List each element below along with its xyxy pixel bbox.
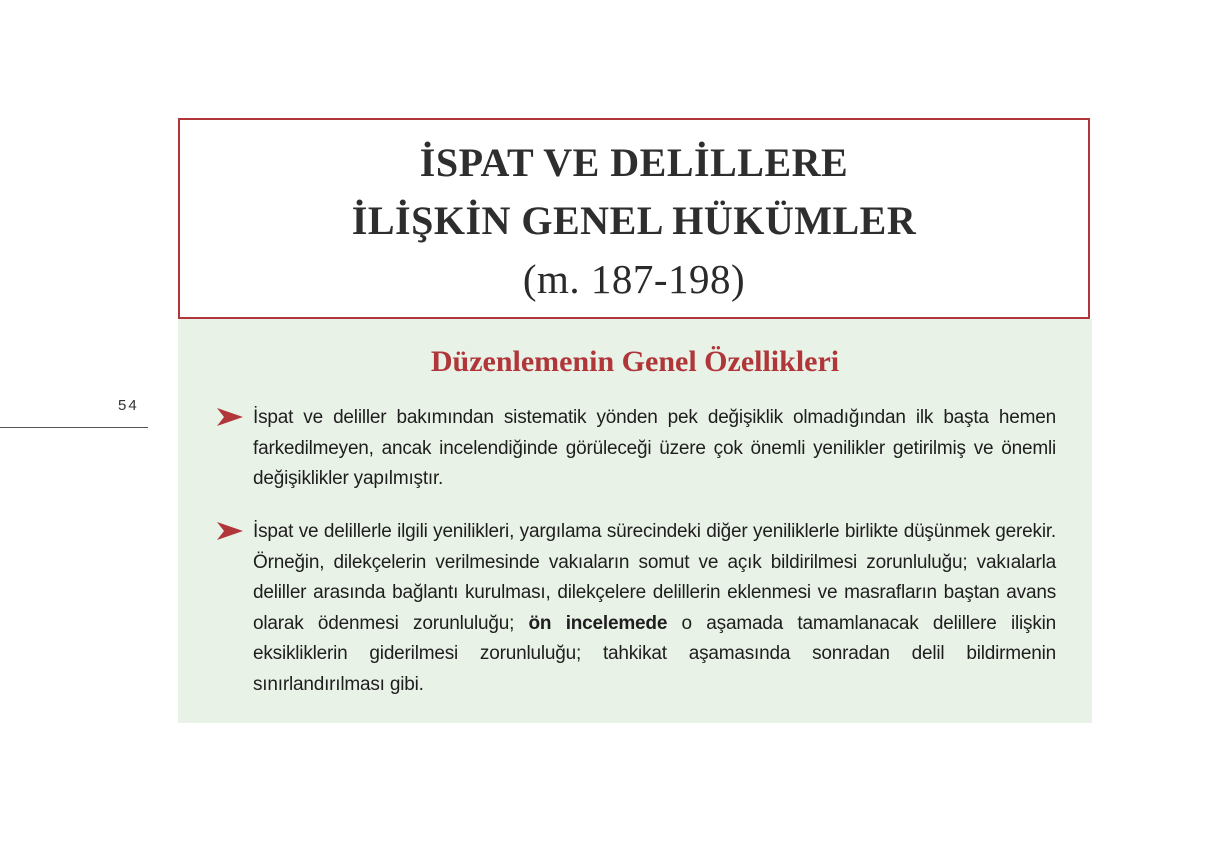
title-line-2: İLİŞKİN GENEL HÜKÜMLER	[351, 198, 917, 243]
bullet-item	[216, 403, 1056, 495]
content-panel	[178, 319, 1092, 723]
arrow-right-icon	[216, 521, 244, 541]
title-line-1: İSPAT VE DELİLLERE	[419, 140, 849, 185]
bullet-text: İspat ve deliller bakımından sistematik yönden pek değişiklik olmadığından ilk başta hemen farkedilmeyen, ancak incelendiğinde görüleceği üzere çok önemli yenilikler getirilmiş ve önemli değişiklikler yapılmıştır.	[253, 407, 1056, 489]
page-number-rule	[0, 427, 148, 428]
bullet-text-part: İspat ve delillerle ilgili yenilikleri, yargılama sürecindeki diğer yeniliklerle birlikte düşünmek gerekir. Örneğin, dilekçelerin verilmesinde vakıaların somut ve açık bildirilmesi zorunluluğu; vakıalarla deliller arasında bağlantı kurulması, dilekçelere delillerin eklenmesi ve masrafların baştan avans olarak ödenmesi zorunluluğu;	[253, 521, 1056, 634]
page-number: 54	[118, 397, 139, 414]
bullet-text-part: o aşamada tamamlanacak delillere ilişkin eksikliklerin giderilmesi zorunluluğu; tahkikat aşamasında sonradan delil bildirmenin sınırlandırılması gibi.	[253, 612, 1057, 695]
section-heading: Düzenlemenin Genel Özellikleri	[430, 345, 840, 378]
bullet-text-bold: ön incelemede	[528, 612, 668, 634]
title-article-range: (m. 187-198)	[522, 256, 746, 302]
arrow-right-icon	[216, 407, 244, 427]
title-box	[178, 118, 1090, 319]
bullet-item	[216, 517, 1056, 700]
bullet-text	[253, 517, 1056, 700]
